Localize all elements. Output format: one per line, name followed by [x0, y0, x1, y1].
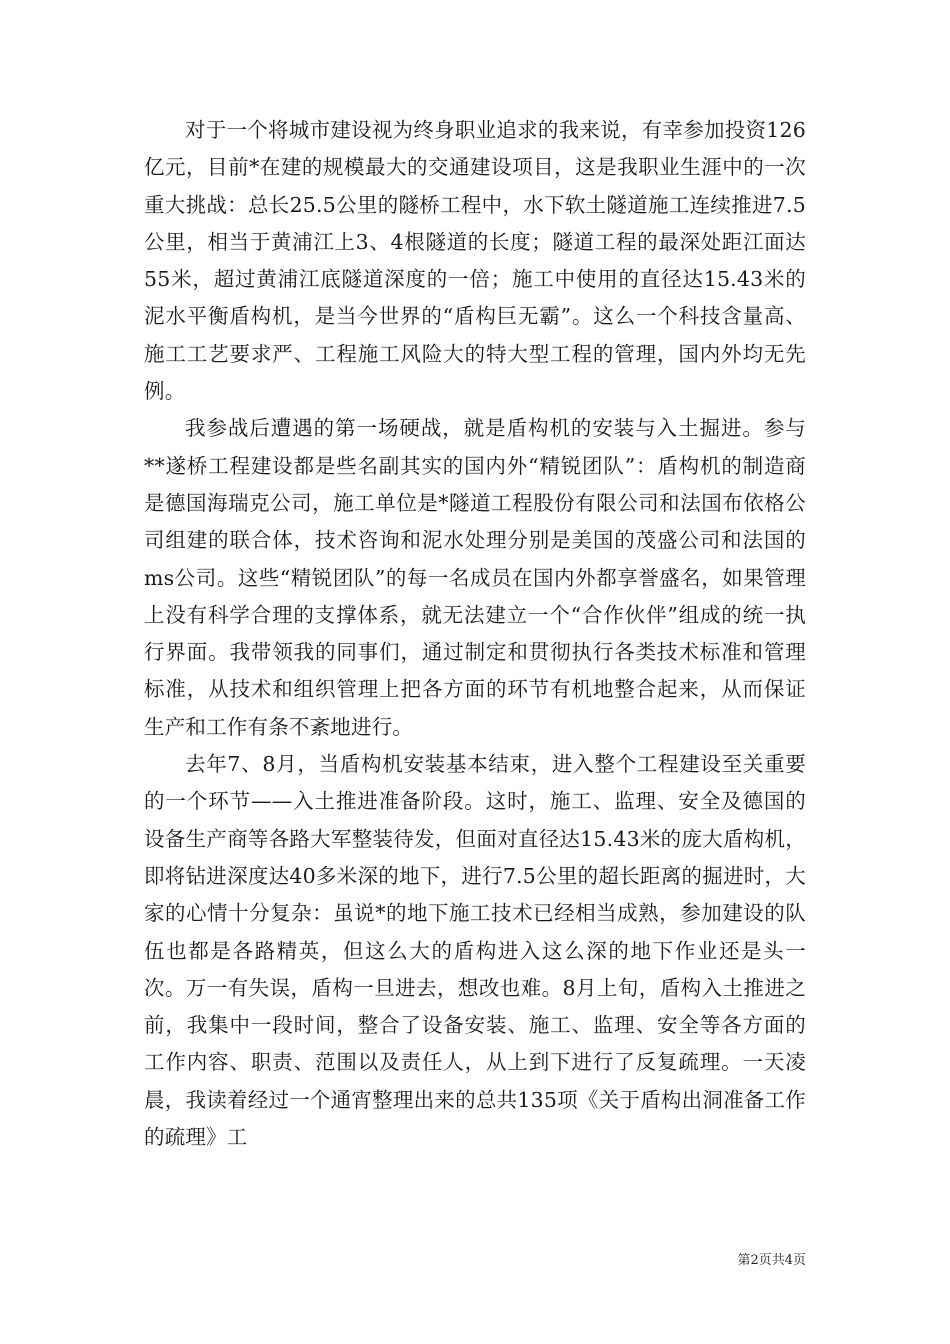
page-number-footer: 第2页共4页: [737, 1253, 806, 1268]
body-text: [144, 112, 806, 1156]
paragraph-1: 对于一个将城市建设视为终身职业追求的我来说，有幸参加投资126亿元，目前*在建的规模最大的交通建设项目，这是我职业生涯中的一次重大挑战：总长25.5公里的隧桥工程中，水下软土隧道施工连续推进7.5公里，相当于黄浦江上3、4根隧道的长度；隧道工程的最深处距江面达55米，超过黄浦江底隧道深度的一倍；施工中使用的直径达15.43米的泥水平衡盾构机，是当今世界的“盾构巨无霸”。这么一个科技含量高、施工工艺要求严、工程施工风险大的特大型工程的管理，国内外均无先例。: [144, 118, 806, 404]
paragraph-3: 去年7、8月，当盾构机安装基本结束，进入整个工程建设至关重要的一个环节——入土推进准备阶段。这时，施工、监理、安全及德国的设备生产商等各路大军整装待发，但面对直径达15.43米的庞大盾构机，即将钻进深度达40多米深的地下，进行7.5公里的超长距离的掘进时，大家的心情十分复杂：虽说*的地下施工技术已经相当成熟，参加建设的队伍也都是各路精英，但这么大的盾构进入这么深的地下作业还是头一次。万一有失误，盾构一旦进去，想改也难。8月上旬，盾构入土推进之前，我集中一段时间，整合了设备安装、施工、监理、安全等各方面的工作内容、职责、范围以及责任人，从上到下进行了反复疏理。一天凌晨，我读着经过一个通宵整理出来的总共135项《关于盾构出洞准备工作的疏理》工: [144, 752, 806, 1150]
paragraph-2: 我参战后遭遇的第一场硬战，就是盾构机的安装与入土掘进。参与**遂桥工程建设都是些名副其实的国内外“精锐团队”：盾构机的制造商是德国海瑞克公司，施工单位是*隧道工程股份有限公司和法国布依格公司组建的联合体，技术咨询和泥水处理分别是美国的茂盛公司和法国的ms公司。这些“精锐团队”的每一名成员在国内外都享誉盛名，如果管理上没有科学合理的支撑体系，就无法建立一个“合作伙伴”组成的统一执行界面。我带领我的同事们，通过制定和贯彻执行各类技术标准和管理标准，从技术和组织管理上把各方面的环节有机地整合起来，从而保证生产和工作有条不紊地进行。: [144, 416, 806, 739]
